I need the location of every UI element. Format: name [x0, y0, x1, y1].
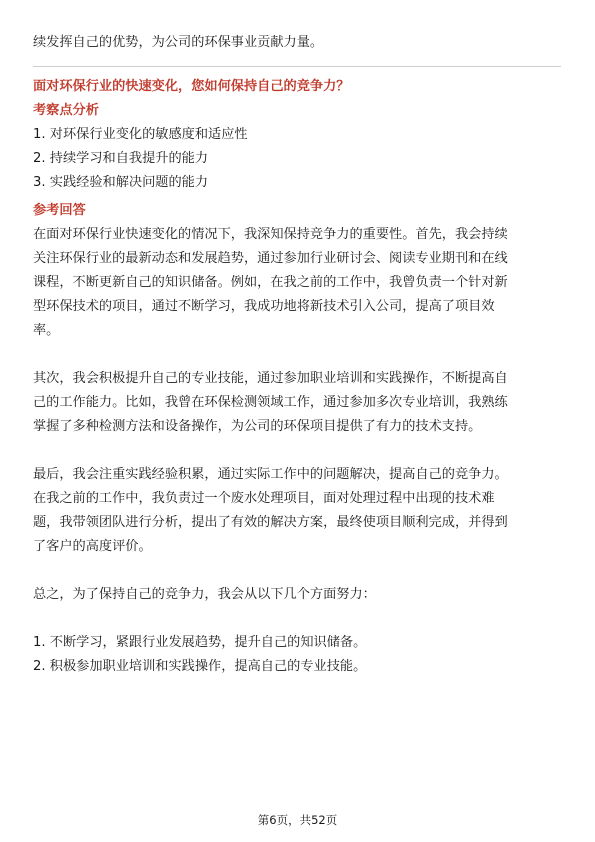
answer-heading: 参考回答 [33, 203, 86, 218]
analysis-item: 2. 持续学习和自我提升的能力 [33, 151, 209, 166]
paragraph-line: 课程，不断更新自己的知识储备。例如，在我之前的工作中，我曾负责一个针对新 [33, 275, 508, 290]
analysis-item: 1. 对环保行业变化的敏感度和适应性 [33, 127, 248, 142]
answer-paragraph-1 [33, 223, 561, 343]
paragraph-line: 在面对环保行业快速变化的情况下，我深知保持竞争力的重要性。首先，我会持续 [33, 227, 508, 242]
paragraph-line: 题，我带领团队进行分析，提出了有效的解决方案，最终使项目顺利完成，并得到 [33, 515, 508, 530]
analysis-heading: 考察点分析 [33, 103, 99, 118]
paragraph-line: 己的工作能力。比如，我曾在环保检测领域工作，通过参加多次专业培训，我熟练 [33, 395, 508, 410]
answer-paragraph-3 [33, 463, 561, 559]
paragraph-line: 了客户的高度评价。 [33, 539, 152, 554]
paragraph-line: 其次，我会积极提升自己的专业技能，通过参加职业培训和实践操作，不断提高自 [33, 371, 508, 386]
paragraph-line: 掌握了多种检测方法和设备操作，为公司的环保项目提供了有力的技术支持。 [33, 419, 482, 434]
analysis-item: 3. 实践经验和解决问题的能力 [33, 175, 209, 190]
paragraph-line: 最后，我会注重实践经验积累，通过实际工作中的问题解决，提高自己的竞争力。 [33, 467, 508, 482]
summary-line: 总之，为了保持自己的竞争力，我会从以下几个方面努力： [33, 587, 376, 602]
paragraph-line: 型环保技术的项目，通过不断学习，我成功地将新技术引入公司，提高了项目效 [33, 299, 495, 314]
summary-item: 2. 积极参加职业培训和实践操作，提高自己的专业技能。 [33, 659, 367, 674]
paragraph-line: 关注环保行业的最新动态和发展趋势，通过参加行业研讨会、阅读专业期刊和在线 [33, 251, 508, 266]
page-number: 第6页，共52页 [257, 813, 338, 827]
question-heading: 面对环保行业的快速变化，您如何保持自己的竞争力？ [33, 79, 350, 94]
answer-paragraph-2 [33, 367, 561, 439]
paragraph-line: 率。 [33, 323, 60, 338]
summary-item: 1. 不断学习，紧跟行业发展趋势，提升自己的知识储备。 [33, 635, 367, 650]
page-content [33, 0, 561, 679]
paragraph-line: 在我之前的工作中，我负责过一个废水处理项目，面对处理过程中出现的技术难 [33, 491, 495, 506]
continuation-line: 续发挥自己的优势，为公司的环保事业贡献力量。 [33, 35, 324, 50]
